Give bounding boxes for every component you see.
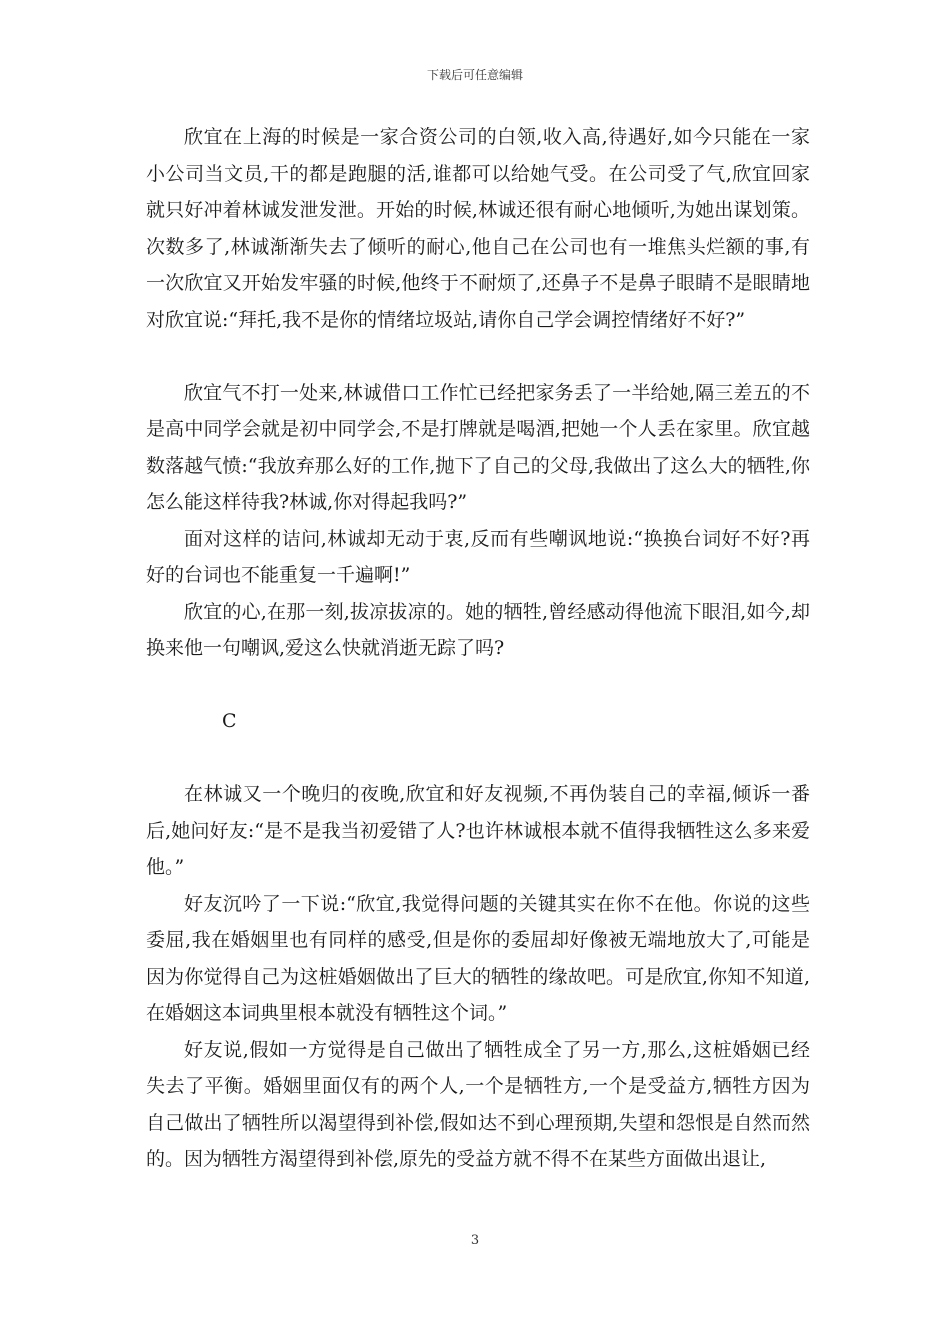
paragraph: 好友沉吟了一下说:“欣宜,我觉得问题的关键其实在你不在他。你说的这些委屈,我在婚姻里也有同样的感受,但是你的委屈却好像被无端地放大了,可能是因为你觉得自己为这桩婚姻做出了巨大的牺牲的缘故吧。可是欣宜,你知不知道,在婚姻这本词典里根本就没有牺牲这个词。” <box>146 892 810 1024</box>
paragraph-gap <box>146 667 810 704</box>
section-marker: C <box>222 710 237 732</box>
paragraph: 欣宜在上海的时候是一家合资公司的白领,收入高,待遇好,如今只能在一家小公司当文员,干的都是跑腿的活,谁都可以给她气受。在公司受了气,欣宜回家就只好冲着林诚发泄发泄。开始的时候,林诚还很有耐心地倾听,为她出谋划策。次数多了,林诚渐渐失去了倾听的耐心,他自己在公司也有一堆焦头烂额的事,有一次欣宜又开始发牢骚的时候,他终于不耐烦了,还鼻子不是鼻子眼睛不是眼睛地对欣宜说:“拜托,我不是你的情绪垃圾站,请你自己学会调控情绪好不好?” <box>146 126 810 331</box>
paragraph: 欣宜气不打一处来,林诚借口工作忙已经把家务丢了一半给她,隔三差五的不是高中同学会就是初中同学会,不是打牌就是喝酒,把她一个人丢在家里。欣宜越数落越气愤:“我放弃那么好的工作,抛下了自己的父母,我做出了这么大的牺牲,你怎么能这样待我?林诚,你对得起我吗?” <box>146 381 810 513</box>
paragraph-gap <box>146 338 810 375</box>
page-header: 下载后可任意编辑 <box>426 68 523 82</box>
page-number: 3 <box>470 1233 480 1248</box>
paragraph: 好友说,假如一方觉得是自己做出了牺牲成全了另一方,那么,这桩婚姻已经失去了平衡。婚姻里面仅有的两个人,一个是牺牲方,一个是受益方,牺牲方因为自己做出了牺牲所以渴望得到补偿,假如达不到心理预期,失望和怨恨是自然而然的。因为牺牲方渴望得到补偿,原先的受益方就不得不在某些方面做出退让, <box>146 1038 810 1170</box>
document-body <box>146 119 810 1178</box>
paragraph: 欣宜的心,在那一刻,拔凉拔凉的。她的牺牲,曾经感动得他流下眼泪,如今,却换来他一句嘲讽,爱这么快就消逝无踪了吗? <box>146 600 810 659</box>
paragraph-gap <box>146 740 810 777</box>
paragraph: 在林诚又一个晚归的夜晚,欣宜和好友视频,不再伪装自己的幸福,倾诉一番后,她问好友:“是不是我当初爱错了人?也许林诚根本就不值得我牺牲这么多来爱他。” <box>146 783 810 878</box>
paragraph: 面对这样的诘问,林诚却无动于衷,反而有些嘲讽地说:“换换台词好不好?再好的台词也不能重复一千遍啊!” <box>146 527 810 586</box>
